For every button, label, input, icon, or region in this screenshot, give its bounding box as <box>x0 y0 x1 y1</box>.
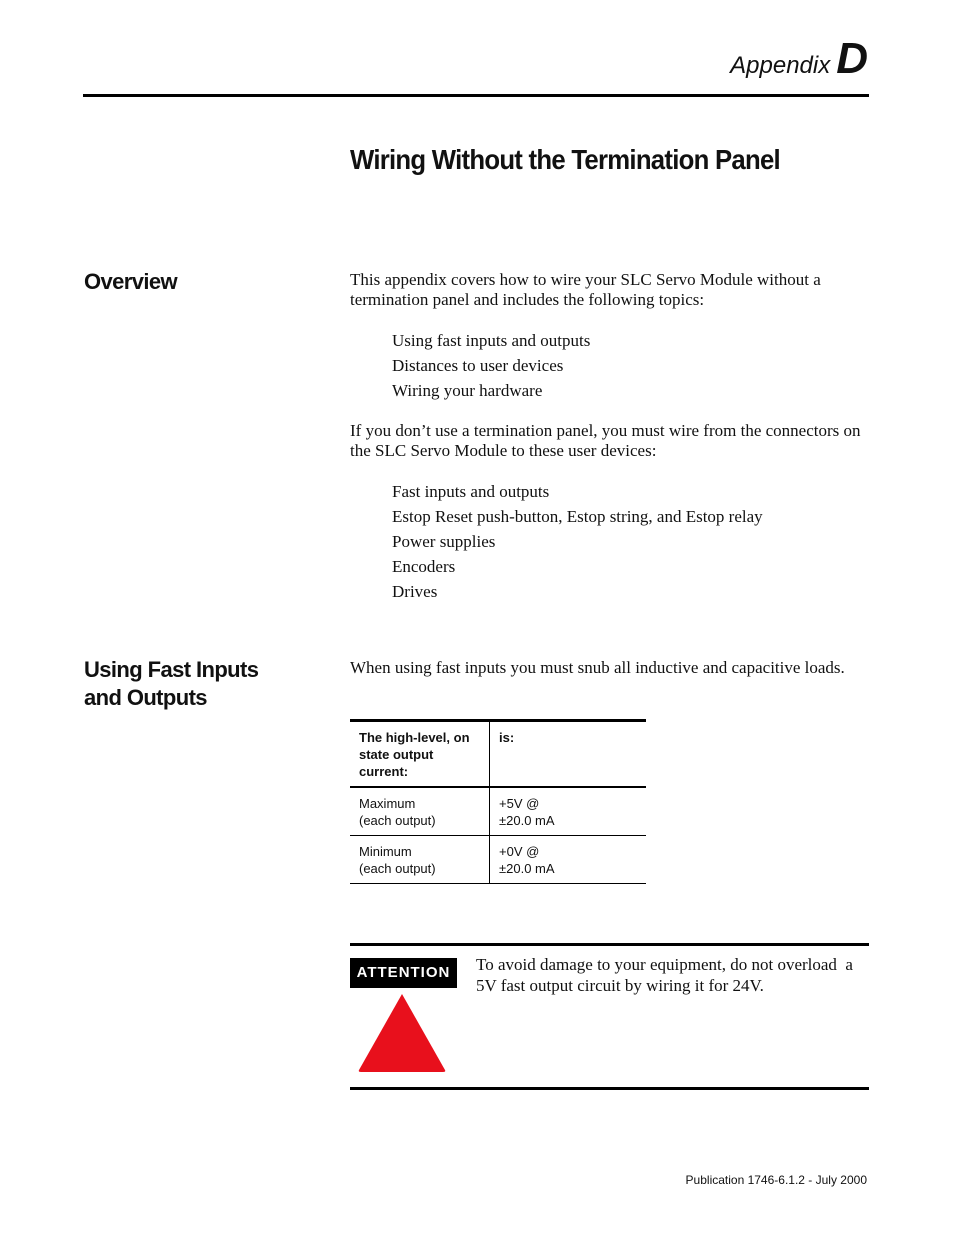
warning-triangle-icon <box>357 992 447 1074</box>
fast-io-intro: When using fast inputs you must snub all inductive and capacitive loads. <box>350 658 845 677</box>
publication-footer: Publication 1746-6.1.2 - July 2000 <box>685 1173 867 1187</box>
attention-label: ATTENTION <box>350 958 457 988</box>
row-value: +0V @ <box>499 844 540 859</box>
output-current-table <box>350 719 646 884</box>
overview-intro: This appendix covers how to wire your SLC Servo Module without a termination panel and includes the following topics: <box>350 270 821 309</box>
row-label-note: (each output) <box>359 861 436 876</box>
attention-bottom-rule <box>350 1087 869 1090</box>
list-item: Distances to user devices <box>392 356 564 375</box>
devices-list <box>392 479 763 604</box>
fast-io-heading: Using Fast Inputs and Outputs <box>84 657 259 710</box>
table-cell <box>490 787 647 836</box>
table-row <box>350 787 646 836</box>
topics-list <box>392 328 590 403</box>
row-label: Minimum <box>359 844 412 859</box>
table-header-cell: The high-level, on state output current: <box>350 721 490 788</box>
row-label: Maximum <box>359 796 416 811</box>
list-item: Drives <box>392 582 438 601</box>
table-cell <box>350 787 490 836</box>
appendix-header <box>730 34 868 84</box>
list-item: Power supplies <box>392 532 496 551</box>
list-item: Encoders <box>392 557 456 576</box>
row-value-current: ±20.0 mA <box>499 813 555 828</box>
list-item: Wiring your hardware <box>392 381 543 400</box>
page-title: Wiring Without the Termination Panel <box>350 144 780 175</box>
list-item: Estop Reset push-button, Estop string, and Estop relay <box>392 507 763 526</box>
header-rule <box>83 94 869 97</box>
row-value-current: ±20.0 mA <box>499 861 555 876</box>
overview-heading: Overview <box>84 269 178 294</box>
table-header-cell: is: <box>499 730 515 745</box>
list-item: Fast inputs and outputs <box>392 482 550 501</box>
devices-intro: If you don’t use a termination panel, you must wire from the connectors on the SLC Servo Module to these user devices: <box>350 421 861 460</box>
table-cell <box>350 836 490 884</box>
appendix-word: Appendix <box>730 52 831 79</box>
appendix-letter: D <box>836 34 868 83</box>
row-label-note: (each output) <box>359 813 436 828</box>
table-header-row <box>350 721 646 788</box>
list-item: Using fast inputs and outputs <box>392 331 591 350</box>
table-cell <box>490 836 647 884</box>
table-row <box>350 836 646 884</box>
attention-top-rule <box>350 943 869 946</box>
row-value: +5V @ <box>499 796 540 811</box>
attention-text: To avoid damage to your equipment, do not overload a 5V fast output circuit by wiring it for 24V. <box>476 955 858 995</box>
